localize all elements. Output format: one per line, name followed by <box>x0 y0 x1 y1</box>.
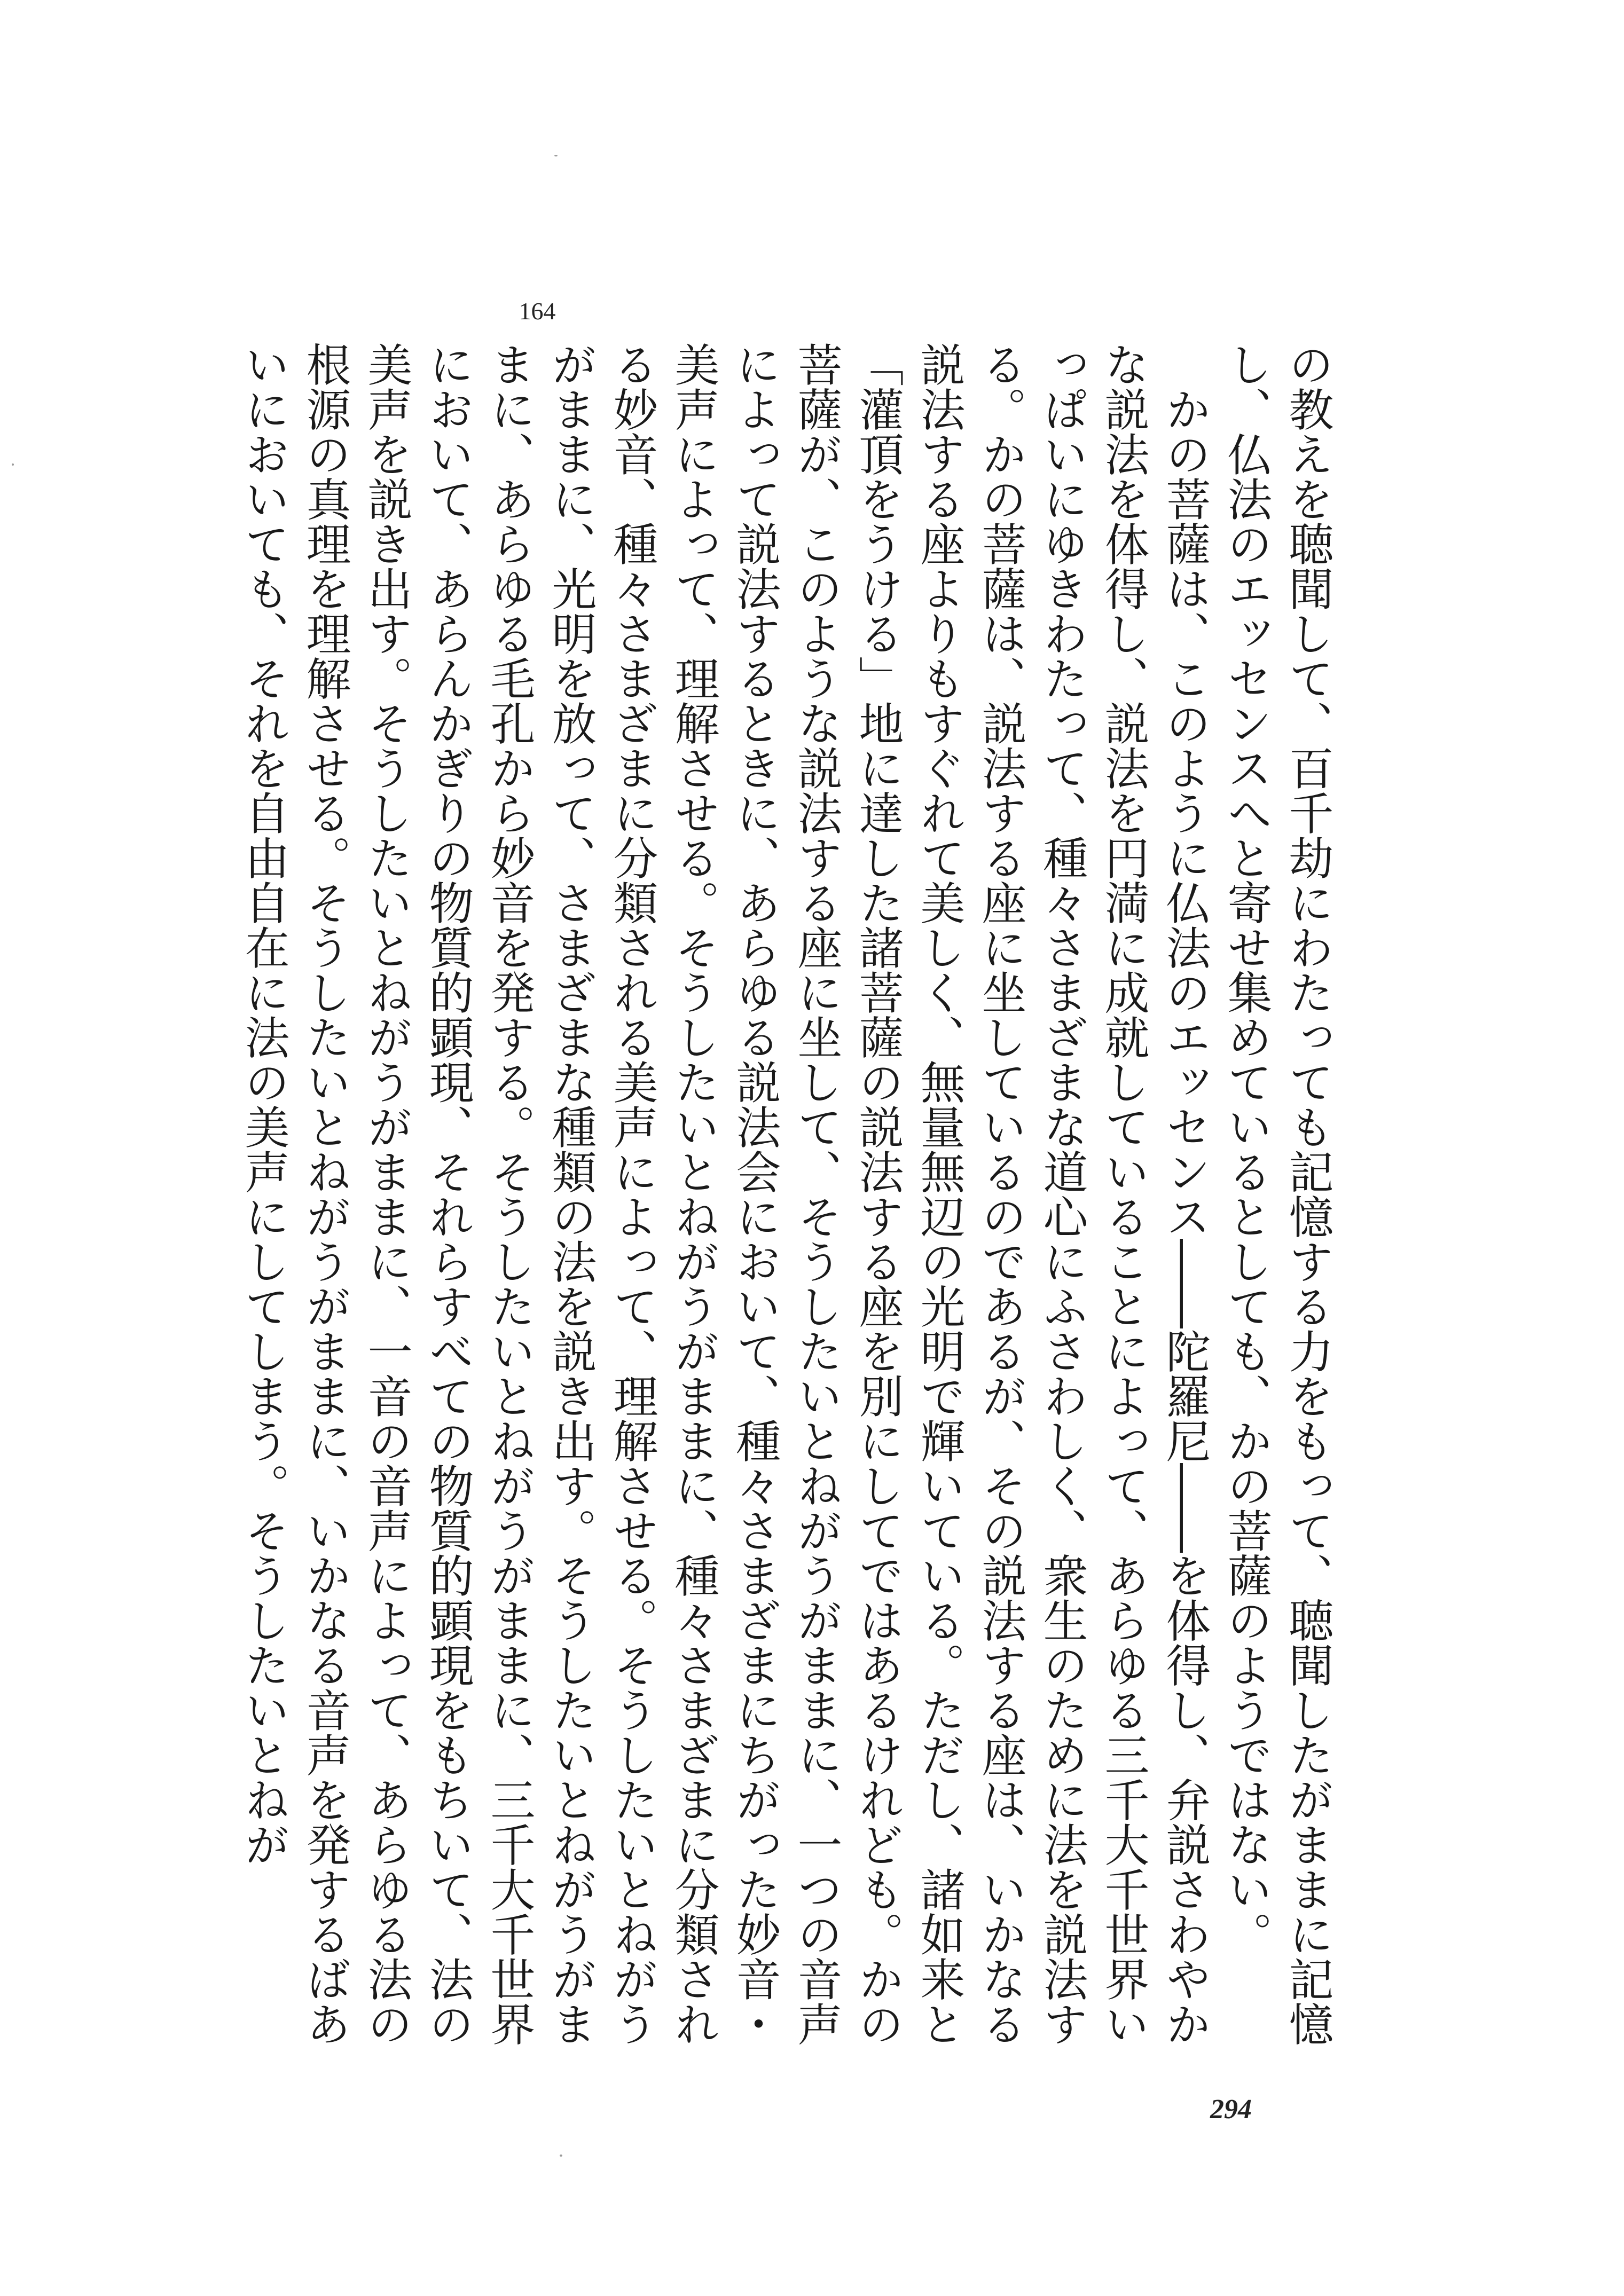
paragraph-2: かの菩薩は、このように仏法のエッセンス――陀羅尼――を体得し、弁説さわやかな説法を体得し、説法を円満に成就していることによって、あらゆる三千大千世界いっぱいにゆきわたって、種々さまざまな道心にふさわしく、衆生のために法を説法する。かの菩薩は、説法する座に坐しているのであるが、その説法する座は、いかなる説法する座よりもすぐれて美しく、無量無辺の光明で輝いている。ただし、諸如来と「灌頂をうける」地に達した諸菩薩の説法する座を別にしてではあるけれども。かの菩薩が、このような説法する座に坐して、そうしたいとねがうがままに、一つの音声によって説法するときに、あらゆる説法会において、種々さまざまにちがった妙音・美声によって、理解させる。そうしたいとねがうがままに、種々さまざまに分類される妙音、種々さまざまに分類される美声によって、理解させる。そうしたいとねがうがままに、光明を放って、さまざまな種類の法を説き出す。そうしたいとねがうがままに、あらゆる毛孔から妙音を発する。そうしたいとねがうがままに、三千大千世界において、あらんかぎりの物質的顕現、それらすべての物質的顕現をもちいて、法の美声を説き出す。そうしたいとねがうがままに、一音の音声によって、あらゆる法の根源の真理を理解させる。そうしたいとねがうがままに、いかなる音声を発するばあいにおいても、それを自由自在に法の美声にしてしまう。そうしたいとねが <box>238 342 1211 2046</box>
scan-speck <box>12 463 14 466</box>
scan-speck <box>560 2155 562 2157</box>
running-page-number: 164 <box>519 297 556 325</box>
vertical-body-text <box>217 342 1338 2050</box>
scan-speck <box>554 155 558 156</box>
folio-page-number: 294 <box>1210 2094 1252 2125</box>
paragraph-1: の教えを聴聞して、百千劫にわたっても記憶する力をもって、聴聞したがままに記憶し、仏法のエッセンスへと寄せ集めているとしても、かの菩薩のようではない。 <box>1220 342 1334 2046</box>
